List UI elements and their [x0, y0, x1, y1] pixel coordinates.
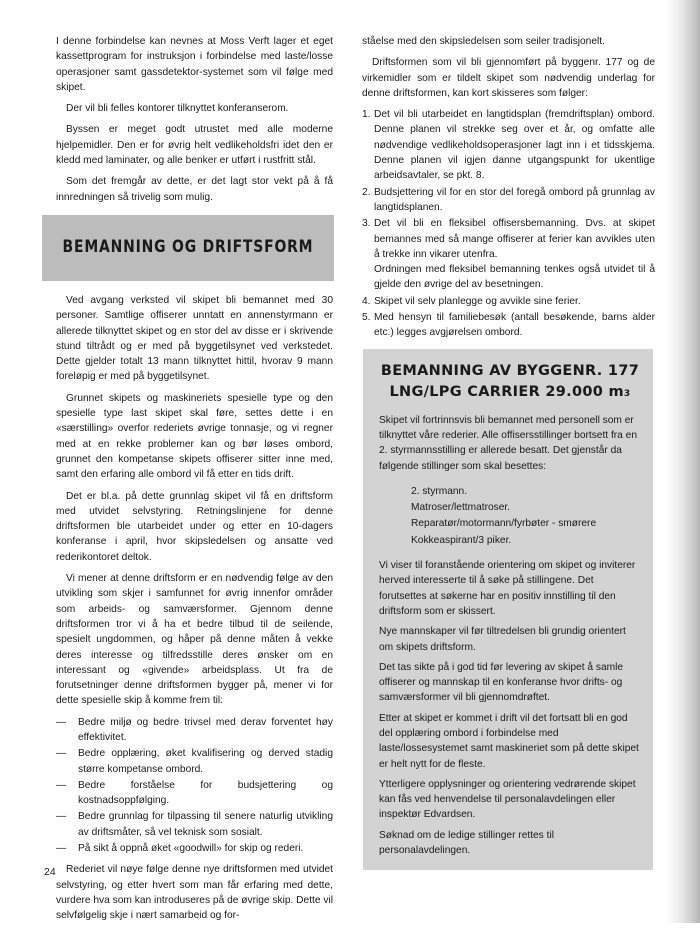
intro-paragraph-2: Der vil bli felles kontorer tilknyttet konferanserom. — [66, 103, 289, 115]
item-text: Budsjettering vil for en stor del foregå ombord på grunnlag av langtidsplanen. — [374, 186, 655, 213]
job-announcement-box — [363, 349, 653, 871]
item-text: Det vil bli en fleksibel offisersbemanning. Dvs. at skipet bemannes med så mange offiserer at ferier kan avvikles uten å trekke inn vikarer utenfra. — [374, 218, 655, 260]
body-paragraph-4: Vi mener at denne driftsform er en nødvendig følge av den utvikling som skjer i samfunnet for øvrig innenfor områder som arbeids- og samværsformer. Gjennom denne driftsformen tror vi å ha et bedre tilbud til de seilende, spesielt ungdommen, og håper på denne måten å vekke deres interesse og tilfredsstille deres ønsker om en interessant og «givende» arbeidsplass. Ut fra de forutsetninger denne driftsformen bygger på, mener vi for dette spesielle skip å komme frem til: — [56, 573, 333, 707]
box-paragraph: Vi viser til foranstående orientering om skipet og inviterer herved interesserte til å søke på stillingene. Det forutsettes at søkerne har en positiv innstilling til den driftsform som er skissert. — [379, 560, 636, 617]
goal-item: — Bedre miljø og bedre trivsel med derav forventet høy effektivitet. — [56, 715, 333, 746]
item-number: 2. — [362, 186, 371, 198]
box-title-text: LNG/LPG CARRIER 29.000 m — [389, 383, 624, 400]
item-text: Skipet vil selv planlegge og avvikle sine ferier. — [374, 295, 581, 307]
position-item: Reparatør/motormann/fyrbøter - smørere — [411, 518, 597, 530]
goals-list — [56, 715, 333, 857]
body-paragraph-3: Det er bl.a. på dette grunnlag skipet vil få en driftsform med utvidet selvstyring. Retningslinjene for denne driftsformen ble utarbeidet under og etter en 10-dagers konferanse i april, hvor skipsledelsen og ansatte ved rederikontoret deltok. — [56, 490, 333, 563]
intro-paragraph-4: Som det fremgår av dette, er det lagt stor vekt på å få innredningen så trivelig som mulig. — [56, 176, 333, 203]
box-title — [379, 361, 641, 405]
box-intro: Skipet vil fortrinnsvis bli bemannet med personell som er tilknyttet våre rederier. Alle offisersstillinger bortsett fra en 2. styrmannsstilling er allerede besatt. Det gjenstår da følgende stillinger som skal besettes: — [379, 414, 638, 472]
numbered-item — [362, 107, 655, 183]
list-intro: Driftsformen som vil bli gjennomført på byggenr. 177 og de virkemidler som er tildelt skipet som nødvendig underlag for denne driftsformen, kan kort skisseres som følger: — [362, 57, 655, 99]
body-paragraph-1: Ved avgang verksted vil skipet bli bemannet med 30 personer. Samtlige offiserer unntatt en annenstyrmann er allerede tilknyttet skipet og en stor del av disse er i skrivende stund tiltrådt og er med på byggetilsynet ved verkstedet. Dette gjelder totalt 13 mann tilknyttet hittil, hvorav 9 mann foreløpig er med på byggetilsynet. — [56, 294, 333, 383]
open-positions-list — [411, 484, 641, 548]
box-paragraph: Det tas sikte på i god tid før levering av skipet å samle offiserer og mannskap til en konferanse hvor drifts- og samværsformer vil bli gjennomdrøftet. — [379, 661, 624, 704]
item-extra-text: Ordningen med fleksibel bemanning tenkes også utvidet til å gjelde den øvrige del av besetningen. — [374, 264, 655, 291]
intro-paragraph-1: I denne forbindelse kan nevnes at Moss Verft lager et eget kassettprogram for instruksjon i forbindelse med laste/losse operasjoner samt gassdetektor-systemet som vil følge med skipet. — [56, 36, 333, 93]
box-paragraph: Søknad om de ledige stillinger rettes til personalavdelingen. — [379, 829, 554, 857]
continuation-text: ståelse med den skipsledelsen som seiler tradisjonelt. — [362, 36, 605, 47]
box-paragraph: Etter at skipet er kommet i drift vil det fortsatt bli en god del opplæring ombord i forbindelse med laste/lossesystemet samt maskineriet som på dette skipet er helt nytt for de fleste. — [379, 712, 639, 770]
body-paragraph-2: Grunnet skipets og maskineriets spesielle type og den spesielle type last skipet skal føre, settes dette i en «særstilling» overfor rederiets øvrige tonnasje, og vi regner med at en rekke problemer kan og bør løses ombord, grunnet den kompetanse skipets offiserer sitter inne med, samt den erfaring alle ombord vil få etter en tids drift. — [56, 392, 333, 481]
position-item: 2. styrmann. — [411, 485, 468, 497]
item-text: Med hensyn til familiebesøk (antall besøkende, barns alder etc.) legges avgjørelsen ombord. — [374, 312, 655, 339]
box-title-unit: 3 — [623, 388, 631, 399]
item-number: 4. — [362, 295, 371, 307]
position-item: Kokkeaspirant/3 piker. — [411, 534, 512, 546]
box-title-line-1: BEMANNING AV BYGGENR. 177 — [380, 362, 640, 379]
page-number: 24 — [44, 866, 56, 878]
box-paragraph: Nye mannskaper vil før tiltredelsen bli grundig orientert om skipets driftsform. — [379, 626, 626, 653]
goal-item: — Bedre opplæring, øket kvalifisering og derved stadig større kompetanse ombord. — [56, 746, 333, 777]
item-text: Det vil bli utarbeidet en langtidsplan (fremdriftsplan) ombord. Denne planen vil strekke seg over et år, og omfatte alle nødvendige vedlikeholdsoperasjoner lagt inn i et tidsskjema. Denne planen vil igjen danne utgangspunkt for ukentlige arbeidsavtaler, se pkt. 8. — [374, 109, 655, 182]
numbered-item — [362, 294, 655, 309]
item-number: 3. — [362, 218, 371, 230]
section-heading-band — [42, 215, 334, 281]
numbered-item — [362, 310, 655, 341]
goal-item: — På sikt å oppnå øket «goodwill» for skip og rederi. — [56, 841, 333, 856]
position-item: Matroser/lettmatroser. — [411, 502, 511, 514]
section-heading: BEMANNING OG DRIFTSFORM — [62, 237, 314, 258]
item-number: 5. — [362, 312, 371, 324]
right-column — [362, 34, 655, 870]
intro-paragraph-3: Byssen er meget godt utrustet med alle moderne hjelpemidler. Den er for øvrig helt vedlikeholdsfri idet den er kledd med laminater, og alle benker er utført i rustfritt stål. — [56, 124, 333, 167]
numbered-item — [362, 185, 655, 216]
goal-item: — Bedre forståelse for budsjettering og kostnadsoppfølging. — [56, 778, 333, 809]
item-number: 1. — [362, 109, 371, 121]
box-paragraph: Ytterligere opplysninger og orientering vedrørende skipet kan fås ved henvendelse til personalavdelingen eller inspektør Edvardsen. — [379, 778, 636, 821]
closing-paragraph: Rederiet vil nøye følge denne nye driftsformen med utvidet selvstyring, og etter hvert som man får erfaring med dette, vurdere hva som kan introduseres på de øvrige skip. Dette vil selvfølgelig skje i nært samarbeid og for- — [56, 864, 333, 922]
page-edge-shadow — [666, 0, 700, 923]
numbered-list — [362, 107, 655, 340]
goal-item: — Bedre grunnlag for tilpassing til senere naturlig utvikling av driftsmåter, så vel teknisk som sosialt. — [56, 809, 333, 840]
numbered-item — [362, 216, 655, 292]
box-title-line-2 — [379, 382, 641, 405]
left-column — [56, 34, 333, 930]
